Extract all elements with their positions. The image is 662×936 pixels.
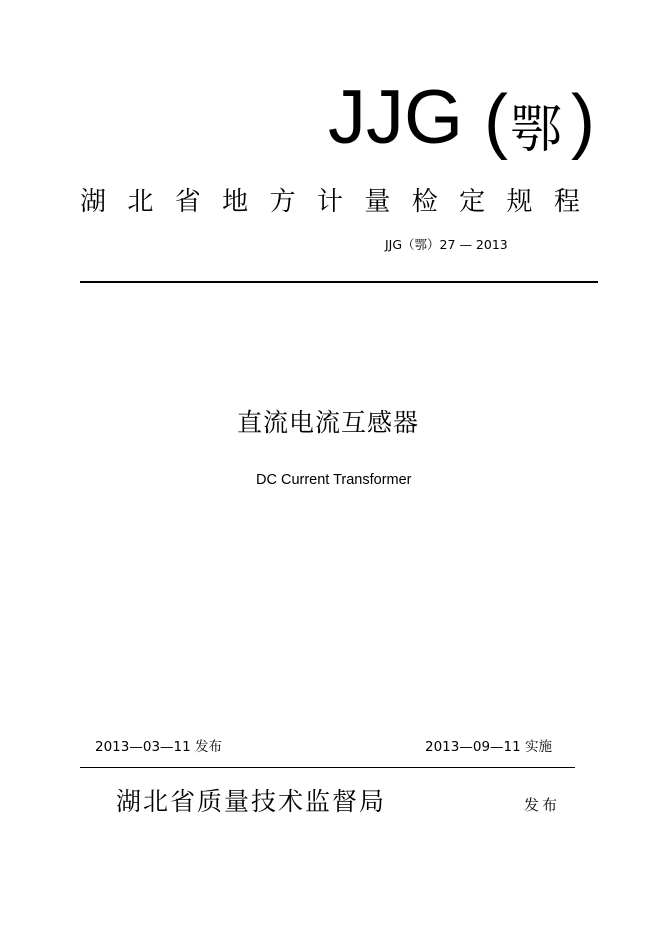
standard-code-province: 鄂: [510, 100, 563, 160]
publisher-name: 湖北省质量技术监督局: [116, 787, 387, 816]
standard-number: JJG（鄂）27 — 2013: [385, 237, 508, 252]
standard-code-prefix: JJG: [328, 75, 464, 160]
regulation-type-char: 湖: [80, 187, 107, 217]
regulation-type-char: 地: [222, 187, 249, 217]
issue-date: 2013—03—11 发布: [95, 739, 223, 755]
regulation-type-char: 省: [174, 187, 201, 217]
regulation-type-title: [80, 186, 580, 218]
regulation-type-char: 量: [364, 187, 391, 217]
effective-date: 2013—09—11 实施: [425, 739, 553, 755]
publisher-action: 发布: [524, 796, 561, 814]
header-divider: [80, 281, 598, 283]
regulation-type-char: 定: [459, 187, 486, 217]
document-title-chinese: 直流电流互感器: [237, 408, 420, 437]
document-title-english: DC Current Transformer: [256, 472, 412, 488]
standard-code-close-paren: ): [571, 81, 595, 161]
standard-code-open-paren: (: [484, 81, 508, 161]
regulation-type-char: 检: [411, 187, 438, 217]
footer-divider: [80, 767, 575, 768]
regulation-type-char: 规: [506, 187, 533, 217]
regulation-type-char: 计: [316, 187, 343, 217]
regulation-type-char: 程: [553, 187, 580, 217]
regulation-type-char: 方: [269, 187, 296, 217]
regulation-type-char: 北: [127, 187, 154, 217]
